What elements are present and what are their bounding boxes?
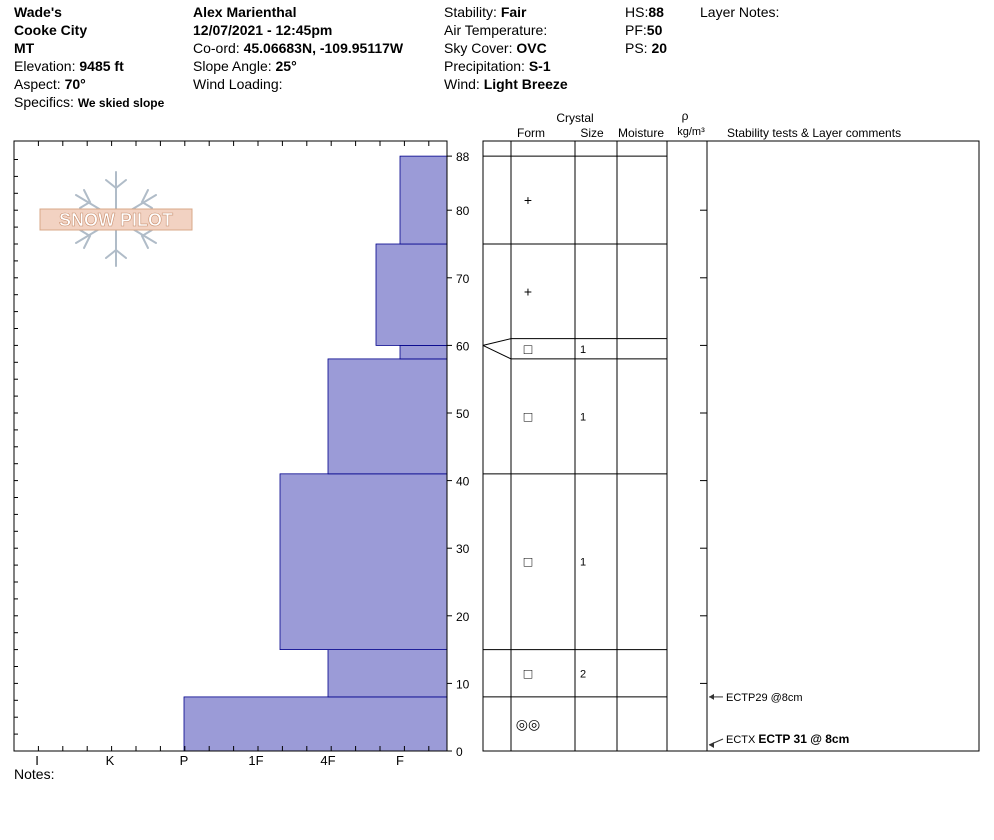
specifics-label: Specifics: <box>14 94 74 110</box>
hardness-bar <box>376 244 447 345</box>
snowpilot-logo <box>40 172 192 266</box>
layer-connector <box>483 345 511 359</box>
hardness-profile <box>14 141 470 768</box>
sky-label: Sky Cover: <box>444 40 513 56</box>
height-tick-label: 88 <box>456 150 470 165</box>
crystal-form-symbol: ◎◎ <box>515 715 541 732</box>
test-arrow-head <box>709 742 714 748</box>
aspect-label: Aspect: <box>14 76 61 92</box>
air-temp-label: Air Temperature: <box>444 22 548 38</box>
crystal-form-symbol: + <box>523 283 533 300</box>
observation-datetime: 12/07/2021 - 12:45pm <box>193 22 333 38</box>
crystal-form-symbol: □ <box>523 665 533 682</box>
stability-test-result: ECTP 31 @ 8cm <box>758 732 850 746</box>
height-tick-label: 50 <box>456 407 470 421</box>
height-tick-label: 60 <box>456 339 470 354</box>
hardness-bar <box>280 474 447 650</box>
observer-name: Alex Marienthal <box>193 4 297 20</box>
precip-value: S-1 <box>528 58 551 74</box>
height-tick-label: 0 <box>456 745 463 759</box>
crystal-size-value: 1 <box>580 556 587 569</box>
hardness-tick-label: I <box>35 753 39 768</box>
crystal-size-value: 1 <box>580 411 587 424</box>
test-arrow-head <box>709 694 714 700</box>
hardness-bar <box>328 359 447 474</box>
pf-value: 50 <box>646 22 663 38</box>
wind-loading-label: Wind Loading: <box>193 76 283 92</box>
crystal-form-symbol: □ <box>523 553 533 570</box>
header-crystal: Crystal <box>556 111 594 125</box>
slope-value: 25° <box>275 58 297 74</box>
pf-label: PF: <box>625 22 647 38</box>
hardness-tick-label: P <box>179 753 189 768</box>
stratigraphy-table <box>483 109 901 751</box>
header-comments: Stability tests & Layer comments <box>727 126 902 140</box>
wind-label: Wind: <box>444 76 480 92</box>
ps-label: PS: <box>625 40 648 56</box>
height-tick-label: 70 <box>456 271 470 286</box>
header-form: Form <box>517 126 545 140</box>
height-tick-label: 10 <box>456 677 470 692</box>
hardness-bar <box>400 156 447 244</box>
stability-test-label <box>726 692 803 704</box>
sky-value: OVC <box>516 40 547 56</box>
location-name: Wade's <box>14 4 62 20</box>
stability-test-text: ECTX <box>726 734 759 746</box>
hs-label: HS: <box>625 4 649 20</box>
hardness-bar <box>400 345 447 359</box>
layer-notes-label: Layer Notes: <box>700 4 780 20</box>
hardness-tick-label: F <box>396 753 404 768</box>
specifics-value: We skied slope <box>77 96 165 110</box>
hardness-tick-label: 4F <box>320 753 336 768</box>
notes-label: Notes: <box>14 766 55 782</box>
table-frame <box>483 141 979 751</box>
logo-text: SNOW PILOT <box>59 210 173 230</box>
header-rho: ρ <box>681 109 689 123</box>
elevation-label: Elevation: <box>14 58 76 74</box>
ps-value: 20 <box>651 40 668 56</box>
stability-value: Fair <box>500 4 527 20</box>
aspect-value: 70° <box>64 76 86 92</box>
slope-label: Slope Angle: <box>193 58 272 74</box>
wind-value: Light Breeze <box>483 76 568 92</box>
precip-label: Precipitation: <box>444 58 525 74</box>
crystal-size-value: 2 <box>580 668 587 681</box>
crystal-form-symbol: □ <box>523 408 533 425</box>
state-name: MT <box>14 40 35 56</box>
crystal-size-value: 1 <box>580 343 587 356</box>
stability-test-label <box>726 732 849 746</box>
height-tick-label: 20 <box>456 609 470 624</box>
height-tick-label: 30 <box>456 542 470 557</box>
crystal-form-symbol: + <box>523 192 533 209</box>
height-tick-label: 40 <box>456 474 470 489</box>
header-density-unit: kg/m³ <box>677 126 705 138</box>
stability-test-text: ECTP29 @8cm <box>726 691 803 704</box>
stability-label: Stability: <box>444 4 497 20</box>
height-tick-label: 80 <box>456 204 470 219</box>
hardness-tick-label: K <box>105 753 115 768</box>
coord-value: 45.06683N, -109.95117W <box>243 40 404 56</box>
hs-value: 88 <box>648 4 664 20</box>
layer-connector <box>483 339 511 346</box>
header-moisture: Moisture <box>617 126 665 140</box>
hardness-bar <box>328 650 447 697</box>
header-size: Size <box>580 126 604 140</box>
elevation-value: 9485 ft <box>79 58 124 74</box>
hardness-bar <box>184 697 447 751</box>
crystal-form-symbol: □ <box>523 340 533 357</box>
hardness-tick-label: 1F <box>248 753 264 768</box>
coord-label: Co-ord: <box>193 40 240 56</box>
region-name: Cooke City <box>14 22 88 38</box>
